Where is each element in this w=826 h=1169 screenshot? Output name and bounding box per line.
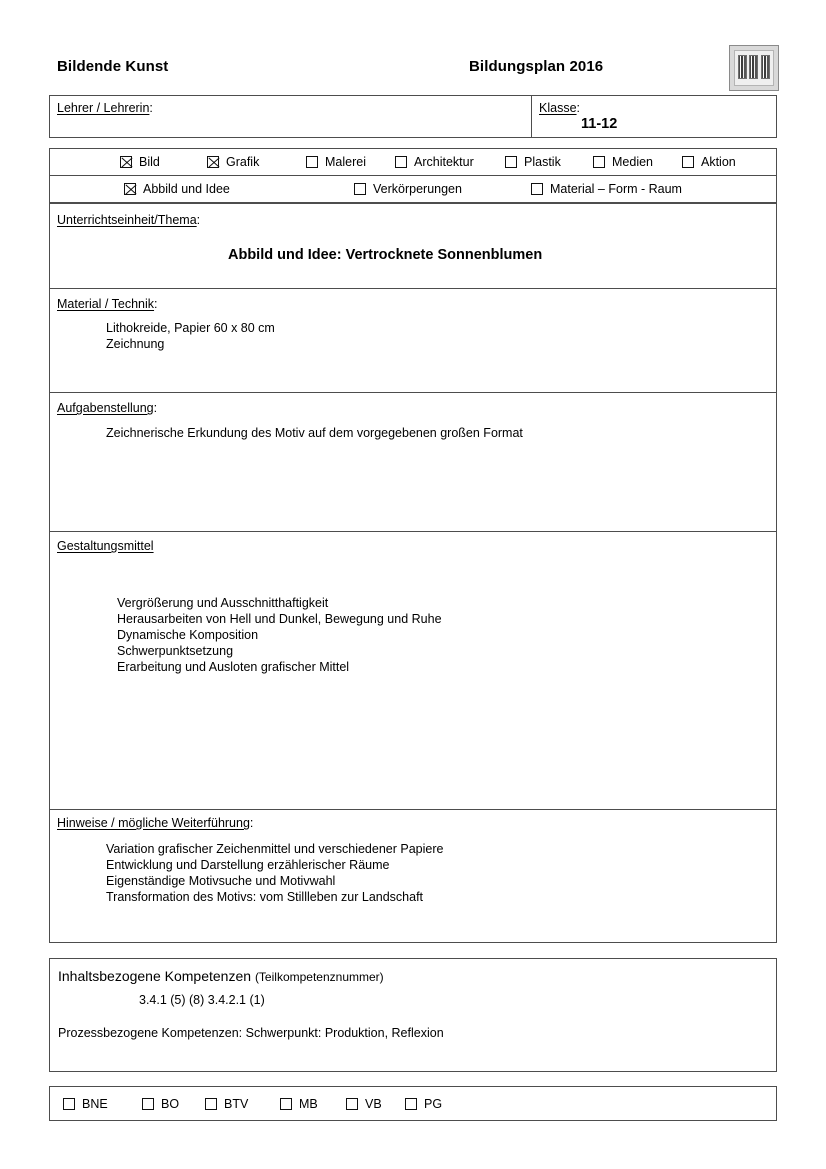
section-divider-task-design xyxy=(50,531,776,532)
checkbox-verkoerperungen-icon[interactable] xyxy=(354,183,366,195)
design-means-line-1: Vergrößerung und Ausschnitthaftigkeit xyxy=(117,596,329,610)
category-abbild-und-idee[interactable] xyxy=(124,182,230,196)
leitperspektive-vb-label: VB xyxy=(365,1097,382,1111)
category-aktion-label: Aktion xyxy=(701,155,736,169)
leitperspektive-bo-label: BO xyxy=(161,1097,180,1111)
checkbox-architektur-icon[interactable] xyxy=(395,156,407,168)
material-line-1: Lithokreide, Papier 60 x 80 cm xyxy=(106,321,275,335)
checkbox-bne-icon[interactable] xyxy=(63,1098,75,1110)
category-medien[interactable] xyxy=(593,155,653,169)
category-abbild-und-idee-label: Abbild und Idee xyxy=(143,182,230,196)
teacher-class-row xyxy=(49,95,777,138)
category-architektur-label: Architektur xyxy=(414,155,474,169)
design-means-line-3: Dynamische Komposition xyxy=(117,628,259,642)
leitperspektive-btv[interactable] xyxy=(205,1097,248,1111)
leitperspektive-pg[interactable] xyxy=(405,1097,442,1111)
subject-title: Bildende Kunst xyxy=(57,58,169,75)
teacher-label: Lehrer / Lehrerin: xyxy=(57,101,153,115)
leitperspektive-mb[interactable] xyxy=(280,1097,318,1111)
section-divider-material-task xyxy=(50,392,776,393)
checkbox-btv-icon[interactable] xyxy=(205,1098,217,1110)
checkbox-pg-icon[interactable] xyxy=(405,1098,417,1110)
category-bild[interactable] xyxy=(120,155,160,169)
section-divider-design-notes xyxy=(50,809,776,810)
leitperspektive-pg-label: PG xyxy=(424,1097,443,1111)
category-plastik[interactable] xyxy=(505,155,561,169)
category-aktion[interactable] xyxy=(682,155,736,169)
competences-process-line: Prozessbezogene Kompetenzen: Schwerpunkt: Produktion, Reflexion xyxy=(58,1026,444,1040)
category-material-form-raum[interactable] xyxy=(531,182,682,196)
category-material-form-raum-label: Material – Form - Raum xyxy=(550,182,682,196)
main-content-table xyxy=(49,203,777,943)
design-means-label: Gestaltungsmittel xyxy=(57,539,154,553)
category-checkbox-table xyxy=(49,148,777,203)
leitperspektive-bo[interactable] xyxy=(142,1097,179,1111)
checkbox-medien-icon[interactable] xyxy=(593,156,605,168)
category-bild-label: Bild xyxy=(139,155,160,169)
design-means-line-5: Erarbeitung und Ausloten grafischer Mittel xyxy=(117,660,350,674)
notes-line-2: Entwicklung und Darstellung erzählerischer Räume xyxy=(106,858,390,872)
category-verkoerperungen-label: Verkörperungen xyxy=(373,182,462,196)
competences-numbers: 3.4.1 (5) (8) 3.4.2.1 (1) xyxy=(139,993,265,1007)
checkbox-plastik-icon[interactable] xyxy=(505,156,517,168)
material-label: Material / Technik: xyxy=(57,297,158,311)
task-line-1: Zeichnerische Erkundung des Motiv auf dem vorgegebenen großen Format xyxy=(106,426,523,440)
checkbox-vb-icon[interactable] xyxy=(346,1098,358,1110)
checkbox-bo-icon[interactable] xyxy=(142,1098,154,1110)
category-malerei-label: Malerei xyxy=(325,155,366,169)
class-value[interactable]: 11-12 xyxy=(581,116,618,132)
category-row-divider xyxy=(50,175,776,176)
category-architektur[interactable] xyxy=(395,155,474,169)
leitperspektive-btv-label: BTV xyxy=(224,1097,249,1111)
category-grafik[interactable] xyxy=(207,155,259,169)
section-divider-theme-material xyxy=(50,288,776,289)
task-label: Aufgabenstellung: xyxy=(57,401,158,415)
logo-bar-3 xyxy=(761,55,770,79)
leitperspektive-bne[interactable] xyxy=(63,1097,108,1111)
notes-label: Hinweise / mögliche Weiterführung: xyxy=(57,816,254,830)
material-line-2: Zeichnung xyxy=(106,337,165,351)
leitperspektive-vb[interactable] xyxy=(346,1097,382,1111)
checkbox-abbild-und-idee-icon[interactable] xyxy=(124,183,136,195)
category-medien-label: Medien xyxy=(612,155,653,169)
plan-title: Bildungsplan 2016 xyxy=(469,58,604,75)
competences-heading: Inhaltsbezogene Kompetenzen (Teilkompetenznummer) xyxy=(58,968,384,984)
competences-box xyxy=(49,958,777,1072)
theme-title: Abbild und Idee: Vertrocknete Sonnenblumen xyxy=(228,247,543,263)
checkbox-mb-icon[interactable] xyxy=(280,1098,292,1110)
checkbox-grafik-icon[interactable] xyxy=(207,156,219,168)
category-verkoerperungen[interactable] xyxy=(354,182,462,196)
class-label: Klasse: xyxy=(539,101,581,115)
notes-line-1: Variation grafischer Zeichenmittel und verschiedener Papiere xyxy=(106,842,444,856)
checkbox-aktion-icon[interactable] xyxy=(682,156,694,168)
category-plastik-label: Plastik xyxy=(524,155,561,169)
logo-bar-1 xyxy=(738,55,747,79)
notes-line-3: Eigenständige Motivsuche und Motivwahl xyxy=(106,874,336,888)
teacher-class-divider xyxy=(531,96,532,137)
checkbox-malerei-icon[interactable] xyxy=(306,156,318,168)
leitperspektiven-row xyxy=(49,1086,777,1121)
design-means-line-2: Herausarbeiten von Hell und Dunkel, Bewegung und Ruhe xyxy=(117,612,442,626)
theme-label: Unterrichtseinheit/Thema: xyxy=(57,213,201,227)
notes-line-4: Transformation des Motivs: vom Stillleben zur Landschaft xyxy=(106,890,424,904)
category-malerei[interactable] xyxy=(306,155,366,169)
checkbox-material-form-raum-icon[interactable] xyxy=(531,183,543,195)
school-logo-icon xyxy=(729,45,779,91)
design-means-line-4: Schwerpunktsetzung xyxy=(117,644,234,658)
page-header xyxy=(49,52,777,88)
checkbox-bild-icon[interactable] xyxy=(120,156,132,168)
school-logo-inner xyxy=(734,50,774,86)
logo-bar-2 xyxy=(749,55,758,79)
leitperspektive-bne-label: BNE xyxy=(82,1097,108,1111)
category-grafik-label: Grafik xyxy=(226,155,260,169)
leitperspektive-mb-label: MB xyxy=(299,1097,318,1111)
